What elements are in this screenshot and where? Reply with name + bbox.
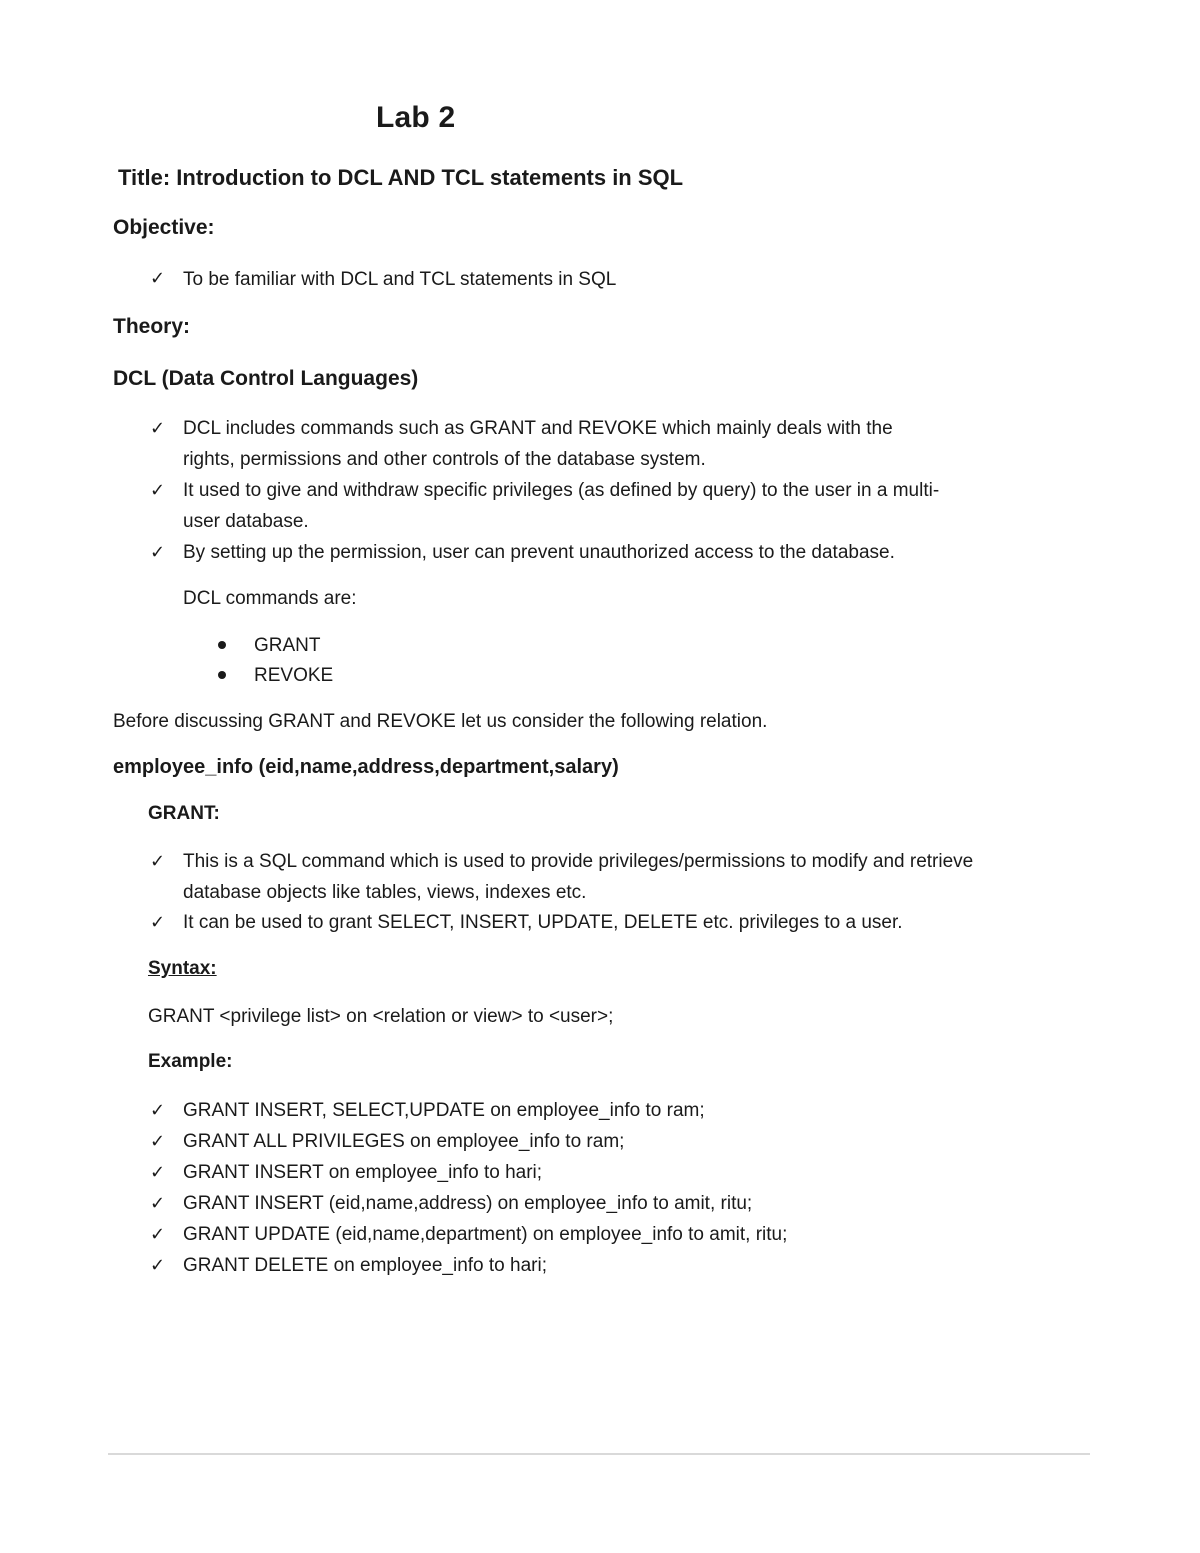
grant-point-1-line-1: This is a SQL command which is used to provide privileges/permissions to modify and retrieve xyxy=(183,851,974,872)
theory-heading: Theory: xyxy=(113,315,191,338)
dcl-point-1-line-1: DCL includes commands such as GRANT and REVOKE which mainly deals with the xyxy=(183,418,893,439)
bullet-icon xyxy=(218,671,226,679)
dcl-commands-label: DCL commands are: xyxy=(183,588,357,609)
checkmark-icon: ✓ xyxy=(150,1193,166,1213)
example-item: GRANT INSERT, SELECT,UPDATE on employee_info to ram; xyxy=(183,1100,705,1121)
objective-heading: Objective: xyxy=(113,216,215,239)
dcl-point-1-line-2: rights, permissions and other controls of the database system. xyxy=(183,449,706,470)
example-heading: Example: xyxy=(148,1051,233,1072)
example-item: GRANT INSERT on employee_info to hari; xyxy=(183,1162,543,1183)
checkmark-icon: ✓ xyxy=(150,912,166,932)
checkmark-icon: ✓ xyxy=(150,480,166,500)
dcl-point-3-line-1: By setting up the permission, user can prevent unauthorized access to the database. xyxy=(183,542,895,563)
checkmark-icon: ✓ xyxy=(150,1255,166,1275)
example-item: GRANT ALL PRIVILEGES on employee_info to ram; xyxy=(183,1131,625,1152)
checkmark-icon: ✓ xyxy=(150,1100,166,1120)
checkmark-icon: ✓ xyxy=(150,418,166,438)
dcl-command-grant: GRANT xyxy=(254,635,321,656)
relation-schema: employee_info (eid,name,address,department,salary) xyxy=(113,756,619,778)
grant-point-2-line-1: It can be used to grant SELECT, INSERT, UPDATE, DELETE etc. privileges to a user. xyxy=(183,912,903,933)
checkmark-icon: ✓ xyxy=(150,1224,166,1244)
objective-item: To be familiar with DCL and TCL statements in SQL xyxy=(183,269,617,290)
footer-divider xyxy=(108,1453,1090,1455)
dcl-point-2-line-2: user database. xyxy=(183,511,309,532)
checkmark-icon: ✓ xyxy=(150,542,166,562)
dcl-point-2-line-1: It used to give and withdraw specific privileges (as defined by query) to the user in a multi- xyxy=(183,480,940,501)
document-subtitle: Title: Introduction to DCL AND TCL statements in SQL xyxy=(118,165,684,190)
checkmark-icon: ✓ xyxy=(150,1162,166,1182)
syntax-text: GRANT <privilege list> on <relation or view> to <user>; xyxy=(148,1006,614,1027)
checkmark-icon: ✓ xyxy=(150,851,166,871)
checkmark-icon: ✓ xyxy=(150,268,166,288)
example-item: GRANT UPDATE (eid,name,department) on employee_info to amit, ritu; xyxy=(183,1224,788,1245)
grant-point-1-line-2: database objects like tables, views, indexes etc. xyxy=(183,882,587,903)
syntax-heading: Syntax: xyxy=(148,958,217,979)
grant-heading: GRANT: xyxy=(148,803,220,824)
dcl-heading: DCL (Data Control Languages) xyxy=(113,367,419,390)
relation-intro: Before discussing GRANT and REVOKE let us consider the following relation. xyxy=(113,711,768,732)
page-title: Lab 2 xyxy=(376,101,456,134)
bullet-icon xyxy=(218,641,226,649)
example-item: GRANT DELETE on employee_info to hari; xyxy=(183,1255,547,1276)
checkmark-icon: ✓ xyxy=(150,1131,166,1151)
example-item: GRANT INSERT (eid,name,address) on employee_info to amit, ritu; xyxy=(183,1193,753,1214)
dcl-command-revoke: REVOKE xyxy=(254,665,334,686)
